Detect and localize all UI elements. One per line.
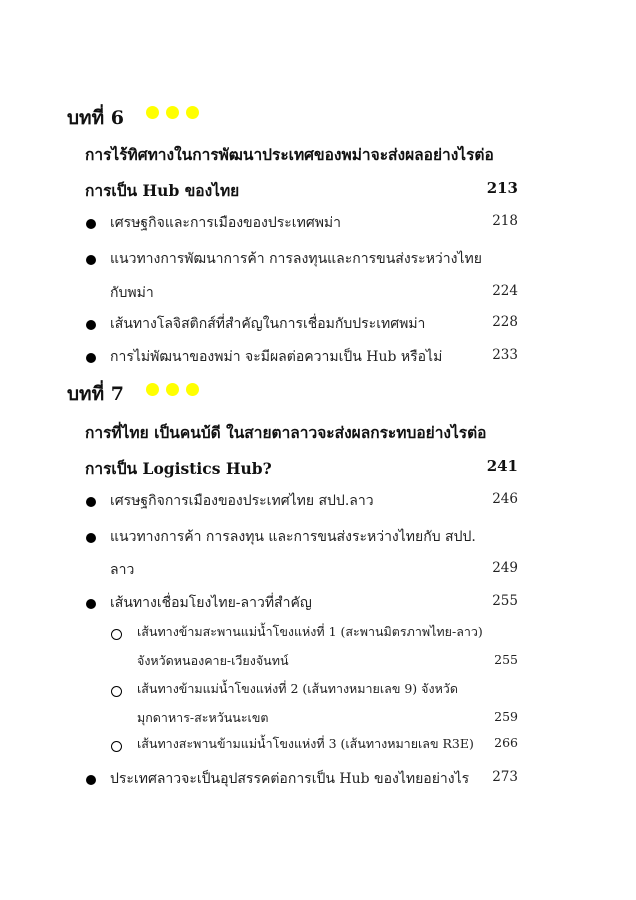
yellow-dot-icon [146,106,159,119]
chapter-6-title-line2: การเป็น Hub ของไทย [85,181,240,200]
toc-item-page: 233 [492,347,518,363]
hollow-bullet-icon [111,741,122,752]
toc-item-page: 246 [492,491,518,507]
bullet-icon [86,353,96,363]
toc-item-page: 228 [492,314,518,330]
toc-subitem-text-cont: จังหวัดหนองคาย-เวียงจันทน์ [137,653,289,668]
yellow-dot-icon [146,383,159,396]
chapter-7-title-line1: การที่ไทย เป็นคนบ้ดี ในสายตาลาวจะส่งผลกระทบอย่างไรต่อ [85,423,487,442]
bullet-icon [86,320,96,330]
toc-item-text: เศรษฐกิจการเมืองของประเทศไทย สปป.ลาว [110,493,374,509]
chapter-7-title-line2: การเป็น Logistics Hub? [85,459,272,478]
bullet-icon [86,775,96,785]
bullet-icon [86,255,96,265]
yellow-dot-icon [186,106,199,119]
bullet-icon [86,533,96,543]
toc-subitem-text: เส้นทางข้ามแม่น้ำโขงแห่งที่ 2 (เส้นทางหมายเลข 9) จังหวัด [137,681,458,696]
chapter-6-dots [146,106,199,119]
chapter-7-heading: บทที่ 7 [67,383,124,405]
toc-item-text: เศรษฐกิจและการเมืองของประเทศพม่า [110,215,342,231]
chapter-7-page: 241 [486,457,518,475]
toc-item-text: ประเทศลาวจะเป็นอุปสรรคต่อการเป็น Hub ของไทยอย่างไร [110,771,470,787]
bullet-icon [86,497,96,507]
bullet-icon [86,599,96,609]
toc-item-page: 255 [492,593,518,609]
chapter-6-title-line1: การไร้ทิศทางในการพัฒนาประเทศของพม่าจะส่งผลอย่างไรต่อ [85,145,494,164]
hollow-bullet-icon [111,629,122,640]
yellow-dot-icon [166,106,179,119]
toc-item-text: การไม่พัฒนาของพม่า จะมีผลต่อความเป็น Hub หรือไม่ [110,349,443,365]
toc-item-text: เส้นทางโลจิสติกส์ที่สำคัญในการเชื่อมกับประเทศพม่า [110,316,426,332]
toc-subitem-page: 266 [494,735,518,750]
toc-item-page: 224 [492,283,518,299]
toc-item-page: 249 [492,560,518,576]
toc-item-page: 218 [492,213,518,229]
toc-subitem-text: เส้นทางสะพานข้ามแม่น้ำโขงแห่งที่ 3 (เส้นทางหมายเลข R3E) [137,736,474,751]
chapter-6-heading: บทที่ 6 [67,107,124,129]
chapter-6-page: 213 [486,179,518,197]
toc-subitem-text: เส้นทางข้ามสะพานแม่น้ำโขงแห่งที่ 1 (สะพานมิตรภาพไทย-ลาว) [137,624,483,639]
yellow-dot-icon [166,383,179,396]
toc-subitem-page: 255 [494,652,518,667]
toc-item-page: 273 [492,769,518,785]
toc-item-text-cont: กับพม่า [110,285,154,301]
chapter-7-dots [146,383,199,396]
toc-subitem-text-cont: มุกดาหาร-สะหวันนะเขต [137,710,269,725]
toc-item-text: แนวทางการค้า การลงทุน และการขนส่งระหว่างไทยกับ สปป. [110,529,476,545]
toc-item-text: เส้นทางเชื่อมโยงไทย-ลาวที่สำคัญ [110,595,312,611]
toc-item-text-cont: ลาว [110,562,135,578]
hollow-bullet-icon [111,686,122,697]
bullet-icon [86,219,96,229]
toc-item-text: แนวทางการพัฒนาการค้า การลงทุนและการขนส่งระหว่างไทย [110,251,482,267]
yellow-dot-icon [186,383,199,396]
toc-subitem-page: 259 [494,709,518,724]
